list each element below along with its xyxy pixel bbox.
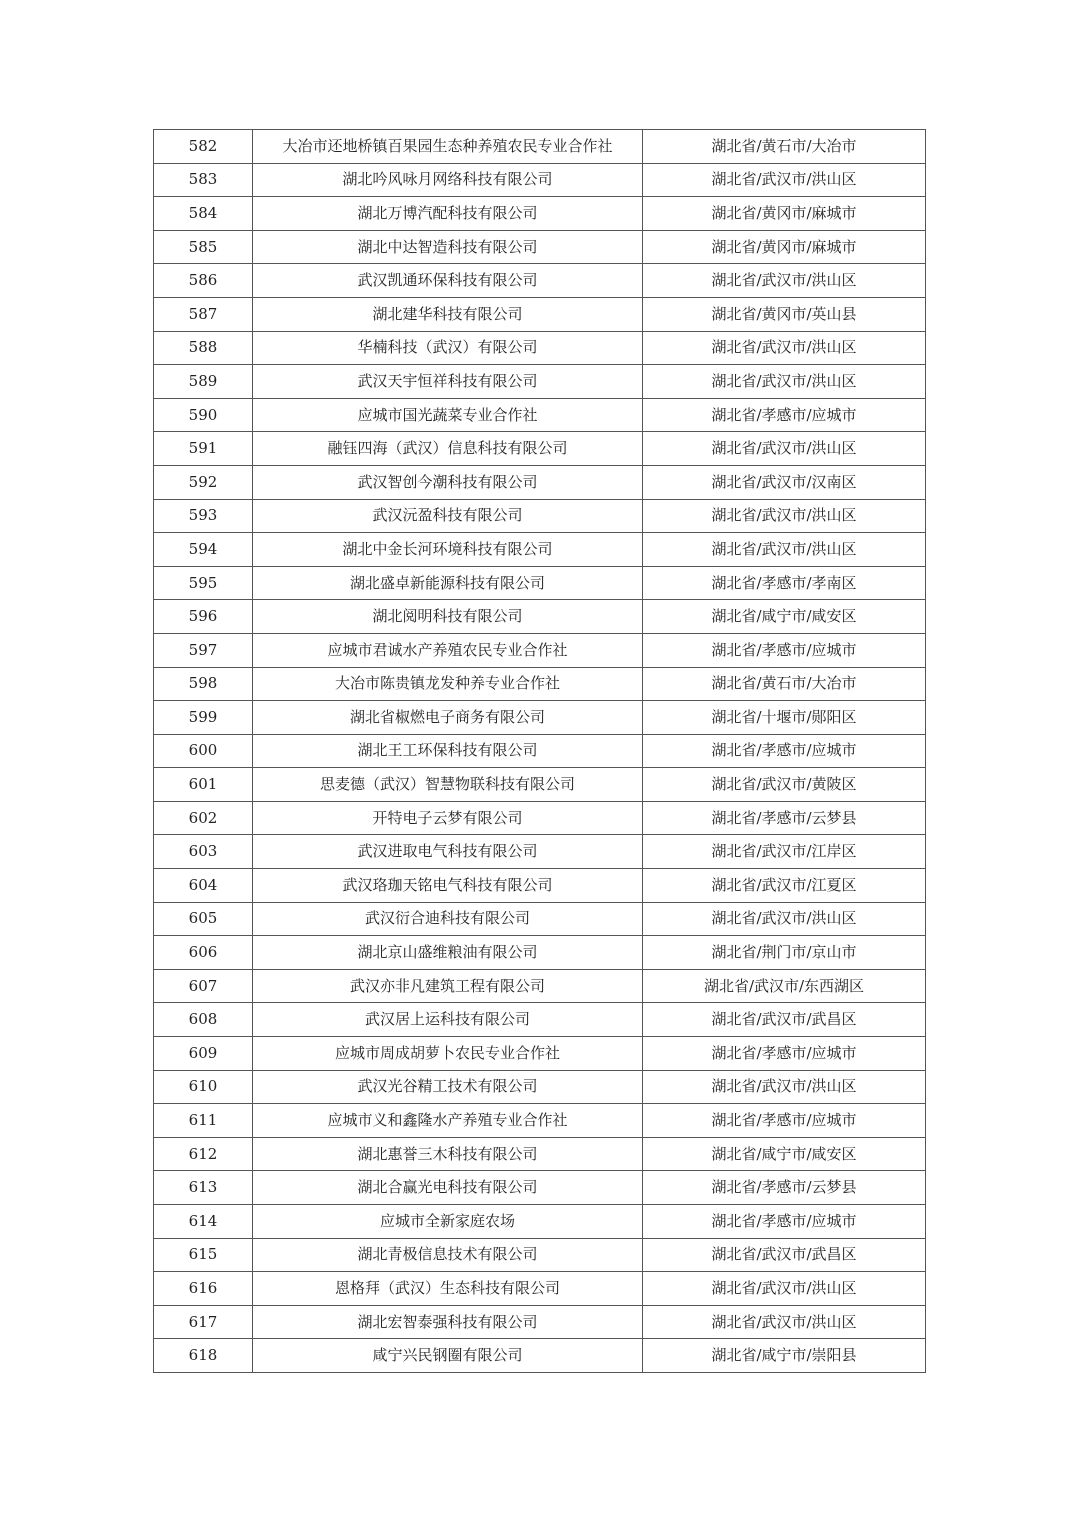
region-cell: 湖北省/武汉市/洪山区 <box>643 533 926 567</box>
table-row <box>154 667 926 701</box>
table-row <box>154 633 926 667</box>
company-name-cell: 武汉智创今潮科技有限公司 <box>253 465 643 499</box>
table-row <box>154 902 926 936</box>
region-cell: 湖北省/孝感市/应城市 <box>643 734 926 768</box>
table-row <box>154 1070 926 1104</box>
company-name-cell: 大冶市陈贵镇龙发种养专业合作社 <box>253 667 643 701</box>
row-number-cell: 582 <box>154 130 253 164</box>
company-name-cell: 湖北宏智泰强科技有限公司 <box>253 1305 643 1339</box>
row-number-cell: 600 <box>154 734 253 768</box>
table-row <box>154 432 926 466</box>
row-number-cell: 586 <box>154 264 253 298</box>
company-name-cell: 湖北京山盛维粮油有限公司 <box>253 936 643 970</box>
company-name-cell: 华楠科技（武汉）有限公司 <box>253 331 643 365</box>
row-number-cell: 593 <box>154 499 253 533</box>
row-number-cell: 594 <box>154 533 253 567</box>
company-name-cell: 湖北万博汽配科技有限公司 <box>253 197 643 231</box>
row-number-cell: 599 <box>154 701 253 735</box>
table-row <box>154 130 926 164</box>
table-row <box>154 1171 926 1205</box>
row-number-cell: 613 <box>154 1171 253 1205</box>
row-number-cell: 606 <box>154 936 253 970</box>
company-name-cell: 应城市义和鑫隆水产养殖专业合作社 <box>253 1104 643 1138</box>
region-cell: 湖北省/孝感市/应城市 <box>643 398 926 432</box>
table-row <box>154 1238 926 1272</box>
row-number-cell: 589 <box>154 365 253 399</box>
row-number-cell: 618 <box>154 1339 253 1373</box>
company-name-cell: 湖北吟风咏月网络科技有限公司 <box>253 163 643 197</box>
region-cell: 湖北省/荆门市/京山市 <box>643 936 926 970</box>
row-number-cell: 587 <box>154 297 253 331</box>
company-name-cell: 武汉凯通环保科技有限公司 <box>253 264 643 298</box>
company-name-cell: 湖北阅明科技有限公司 <box>253 600 643 634</box>
row-number-cell: 608 <box>154 1003 253 1037</box>
row-number-cell: 605 <box>154 902 253 936</box>
region-cell: 湖北省/孝感市/应城市 <box>643 1205 926 1239</box>
region-cell: 湖北省/武汉市/洪山区 <box>643 1070 926 1104</box>
region-cell: 湖北省/武汉市/武昌区 <box>643 1003 926 1037</box>
company-name-cell: 武汉天宇恒祥科技有限公司 <box>253 365 643 399</box>
row-number-cell: 615 <box>154 1238 253 1272</box>
region-cell: 湖北省/武汉市/洪山区 <box>643 365 926 399</box>
row-number-cell: 596 <box>154 600 253 634</box>
row-number-cell: 616 <box>154 1272 253 1306</box>
row-number-cell: 585 <box>154 230 253 264</box>
table-row <box>154 398 926 432</box>
company-name-cell: 融钰四海（武汉）信息科技有限公司 <box>253 432 643 466</box>
region-cell: 湖北省/武汉市/武昌区 <box>643 1238 926 1272</box>
region-cell: 湖北省/黄石市/大冶市 <box>643 130 926 164</box>
region-cell: 湖北省/武汉市/黄陂区 <box>643 768 926 802</box>
table-row <box>154 768 926 802</box>
company-name-cell: 湖北中金长河环境科技有限公司 <box>253 533 643 567</box>
company-name-cell: 武汉亦非凡建筑工程有限公司 <box>253 969 643 1003</box>
company-name-cell: 恩格拜（武汉）生态科技有限公司 <box>253 1272 643 1306</box>
region-cell: 湖北省/孝感市/云梦县 <box>643 801 926 835</box>
table-row <box>154 230 926 264</box>
table-row <box>154 1104 926 1138</box>
table-row <box>154 801 926 835</box>
table-row <box>154 600 926 634</box>
region-cell: 湖北省/咸宁市/咸安区 <box>643 1137 926 1171</box>
table-row <box>154 734 926 768</box>
table-row <box>154 1272 926 1306</box>
row-number-cell: 592 <box>154 465 253 499</box>
table-row <box>154 365 926 399</box>
row-number-cell: 601 <box>154 768 253 802</box>
region-cell: 湖北省/武汉市/江夏区 <box>643 869 926 903</box>
row-number-cell: 610 <box>154 1070 253 1104</box>
region-cell: 湖北省/武汉市/洪山区 <box>643 331 926 365</box>
region-cell: 湖北省/十堰市/郧阳区 <box>643 701 926 735</box>
table-body <box>154 130 926 1373</box>
table-row <box>154 936 926 970</box>
table-row <box>154 701 926 735</box>
row-number-cell: 588 <box>154 331 253 365</box>
company-name-cell: 湖北惠誉三木科技有限公司 <box>253 1137 643 1171</box>
company-name-cell: 武汉居上运科技有限公司 <box>253 1003 643 1037</box>
region-cell: 湖北省/武汉市/汉南区 <box>643 465 926 499</box>
company-name-cell: 武汉进取电气科技有限公司 <box>253 835 643 869</box>
company-name-cell: 武汉珞珈天铭电气科技有限公司 <box>253 869 643 903</box>
row-number-cell: 584 <box>154 197 253 231</box>
table-row <box>154 566 926 600</box>
region-cell: 湖北省/孝感市/云梦县 <box>643 1171 926 1205</box>
table-row <box>154 163 926 197</box>
table-row <box>154 969 926 1003</box>
region-cell: 湖北省/咸宁市/咸安区 <box>643 600 926 634</box>
table-row <box>154 835 926 869</box>
region-cell: 湖北省/武汉市/江岸区 <box>643 835 926 869</box>
region-cell: 湖北省/武汉市/洪山区 <box>643 1305 926 1339</box>
region-cell: 湖北省/孝感市/应城市 <box>643 633 926 667</box>
table-row <box>154 869 926 903</box>
row-number-cell: 617 <box>154 1305 253 1339</box>
company-name-cell: 湖北盛卓新能源科技有限公司 <box>253 566 643 600</box>
table-row <box>154 297 926 331</box>
company-name-cell: 湖北合赢光电科技有限公司 <box>253 1171 643 1205</box>
table-row <box>154 1003 926 1037</box>
company-name-cell: 武汉光谷精工技术有限公司 <box>253 1070 643 1104</box>
company-name-cell: 应城市全新家庭农场 <box>253 1205 643 1239</box>
region-cell: 湖北省/黄冈市/英山县 <box>643 297 926 331</box>
row-number-cell: 614 <box>154 1205 253 1239</box>
company-name-cell: 湖北建华科技有限公司 <box>253 297 643 331</box>
company-list-table <box>153 129 926 1373</box>
company-name-cell: 湖北中达智造科技有限公司 <box>253 230 643 264</box>
region-cell: 湖北省/武汉市/洪山区 <box>643 432 926 466</box>
row-number-cell: 603 <box>154 835 253 869</box>
company-name-cell: 湖北省椒燃电子商务有限公司 <box>253 701 643 735</box>
row-number-cell: 598 <box>154 667 253 701</box>
region-cell: 湖北省/武汉市/洪山区 <box>643 902 926 936</box>
row-number-cell: 609 <box>154 1037 253 1071</box>
company-name-cell: 大冶市还地桥镇百果园生态种养殖农民专业合作社 <box>253 130 643 164</box>
region-cell: 湖北省/武汉市/洪山区 <box>643 1272 926 1306</box>
region-cell: 湖北省/武汉市/洪山区 <box>643 163 926 197</box>
region-cell: 湖北省/黄冈市/麻城市 <box>643 197 926 231</box>
table-row <box>154 197 926 231</box>
region-cell: 湖北省/黄石市/大冶市 <box>643 667 926 701</box>
region-cell: 湖北省/武汉市/洪山区 <box>643 499 926 533</box>
region-cell: 湖北省/孝感市/应城市 <box>643 1037 926 1071</box>
row-number-cell: 591 <box>154 432 253 466</box>
row-number-cell: 590 <box>154 398 253 432</box>
table-row <box>154 1205 926 1239</box>
table-row <box>154 1305 926 1339</box>
company-name-cell: 应城市周成胡萝卜农民专业合作社 <box>253 1037 643 1071</box>
table-row <box>154 533 926 567</box>
company-name-cell: 湖北青极信息技术有限公司 <box>253 1238 643 1272</box>
row-number-cell: 583 <box>154 163 253 197</box>
table-row <box>154 499 926 533</box>
table-row <box>154 1037 926 1071</box>
table-row <box>154 264 926 298</box>
company-name-cell: 思麦德（武汉）智慧物联科技有限公司 <box>253 768 643 802</box>
region-cell: 湖北省/孝感市/孝南区 <box>643 566 926 600</box>
row-number-cell: 595 <box>154 566 253 600</box>
region-cell: 湖北省/武汉市/东西湖区 <box>643 969 926 1003</box>
company-name-cell: 武汉沅盈科技有限公司 <box>253 499 643 533</box>
row-number-cell: 604 <box>154 869 253 903</box>
region-cell: 湖北省/武汉市/洪山区 <box>643 264 926 298</box>
table-row <box>154 465 926 499</box>
company-name-cell: 应城市君诚水产养殖农民专业合作社 <box>253 633 643 667</box>
row-number-cell: 597 <box>154 633 253 667</box>
row-number-cell: 602 <box>154 801 253 835</box>
row-number-cell: 607 <box>154 969 253 1003</box>
table-row <box>154 1137 926 1171</box>
region-cell: 湖北省/黄冈市/麻城市 <box>643 230 926 264</box>
company-name-cell: 武汉衍合迪科技有限公司 <box>253 902 643 936</box>
row-number-cell: 611 <box>154 1104 253 1138</box>
company-name-cell: 应城市国光蔬菜专业合作社 <box>253 398 643 432</box>
company-name-cell: 湖北王工环保科技有限公司 <box>253 734 643 768</box>
table-row <box>154 331 926 365</box>
row-number-cell: 612 <box>154 1137 253 1171</box>
company-name-cell: 开特电子云梦有限公司 <box>253 801 643 835</box>
region-cell: 湖北省/孝感市/应城市 <box>643 1104 926 1138</box>
region-cell: 湖北省/咸宁市/崇阳县 <box>643 1339 926 1373</box>
company-name-cell: 咸宁兴民钢圈有限公司 <box>253 1339 643 1373</box>
table-row <box>154 1339 926 1373</box>
